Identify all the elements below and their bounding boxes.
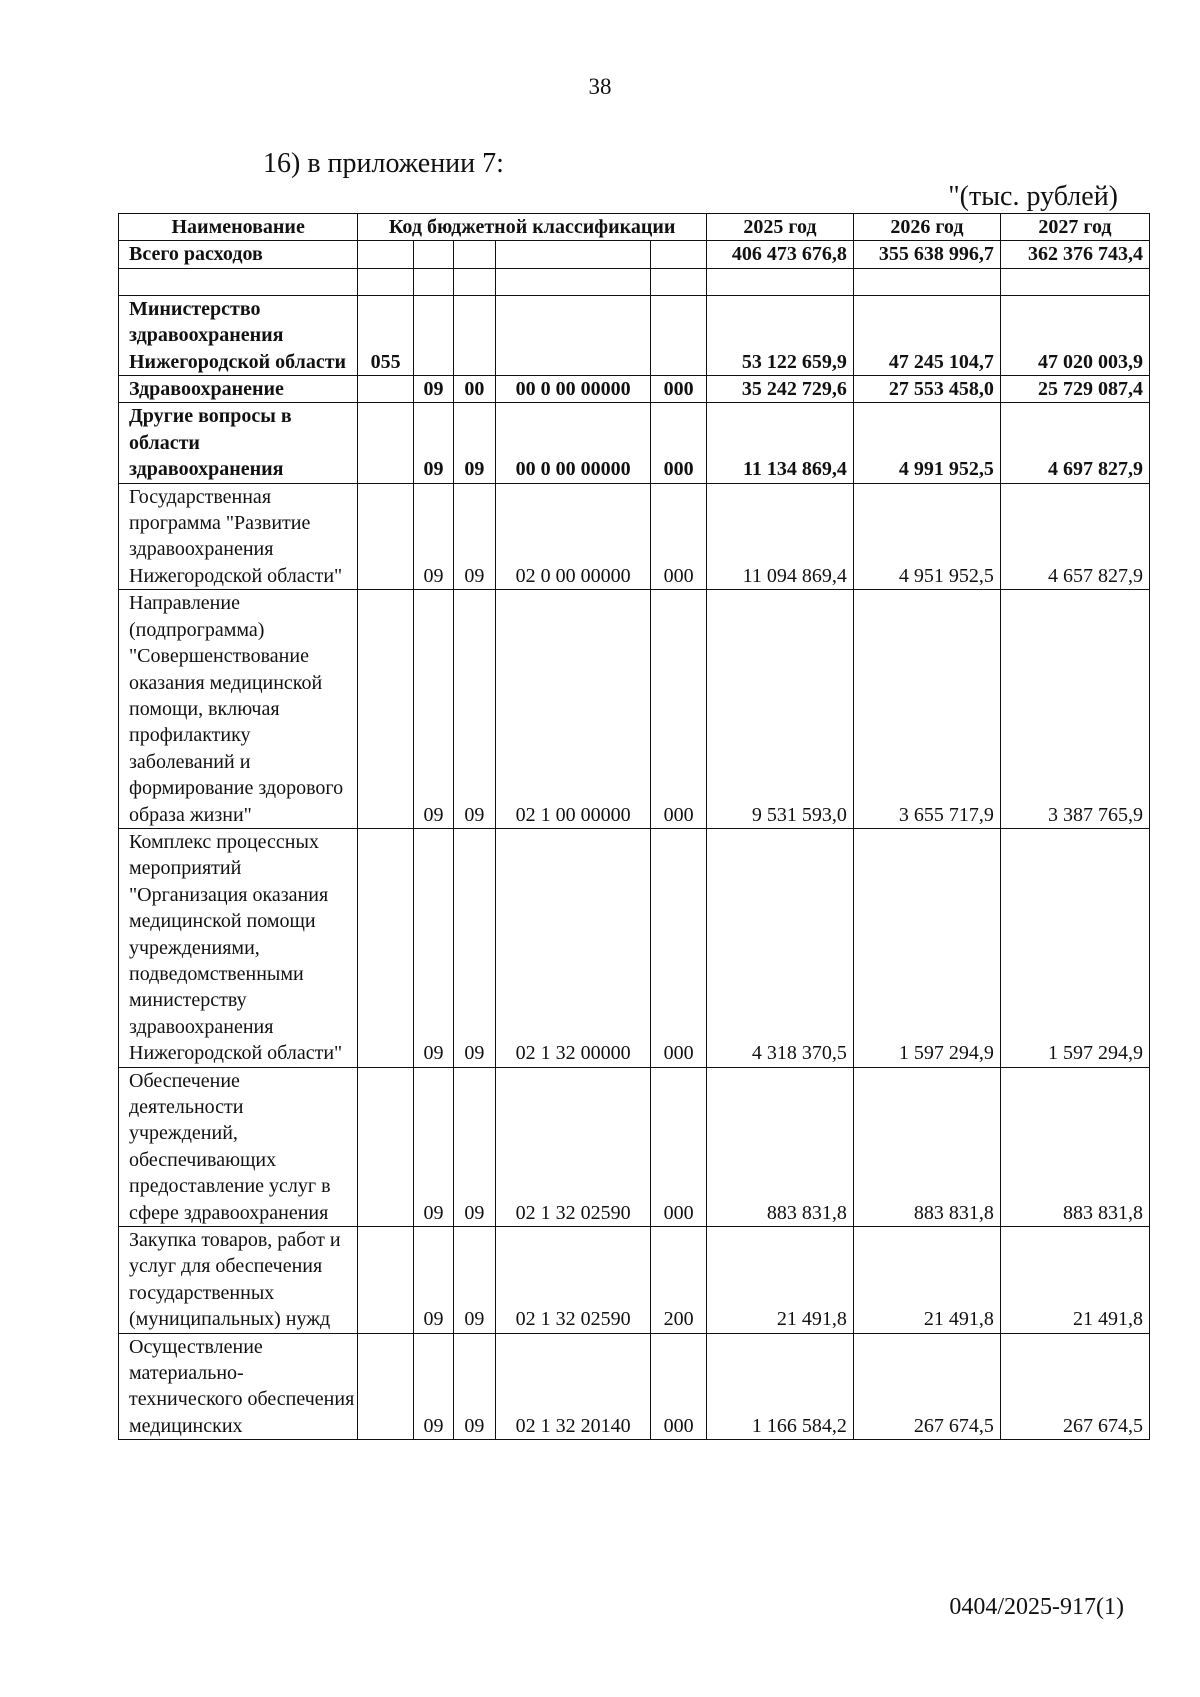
cell-vr: 000: [651, 1067, 707, 1226]
total-2027: 362 376 743,4: [1000, 241, 1149, 268]
cell-2027: 25 729 087,4: [1000, 376, 1149, 403]
cell-name: Обеспечение деятельности учреждений, обеспечивающих предоставление услуг в сфере здравоохранения: [119, 1067, 358, 1226]
cell-rz: [414, 295, 454, 375]
spacer-row: [119, 268, 1150, 295]
cell-2026: 3 655 717,9: [853, 590, 1000, 829]
cell-rz: 09: [414, 403, 454, 483]
cell-name: Министерство здравоохранения Нижегородской области: [119, 295, 358, 375]
cell-2025: 21 491,8: [706, 1227, 853, 1334]
cell-2026: 267 674,5: [853, 1333, 1000, 1440]
cell-csr: 02 1 32 20140: [495, 1333, 650, 1440]
cell-csr: 02 1 32 02590: [495, 1067, 650, 1226]
cell-csr: 00 0 00 00000: [495, 376, 650, 403]
cell-csr: 02 1 00 00000: [495, 590, 650, 829]
cell-vr: 000: [651, 403, 707, 483]
table-row: [119, 1067, 1150, 1226]
cell-2026: 47 245 104,7: [853, 295, 1000, 375]
document-code: 0404/2025-917(1): [949, 1594, 1124, 1620]
cell-vr: 000: [651, 590, 707, 829]
budget-table: [118, 213, 1150, 1440]
cell-csr: 00 0 00 00000: [495, 403, 650, 483]
header-2026: 2026 год: [853, 214, 1000, 241]
cell-vr: 000: [651, 1333, 707, 1440]
total-2026: 355 638 996,7: [853, 241, 1000, 268]
cell-rz: 09: [414, 483, 454, 590]
header-name: Наименование: [119, 214, 358, 241]
cell-name: Комплекс процессных мероприятий "Организация оказания медицинской помощи учреждениями, подведомственными министерству здравоохранения Нижегородской области": [119, 828, 358, 1067]
cell-2026: 4 991 952,5: [853, 403, 1000, 483]
cell-2027: 47 020 003,9: [1000, 295, 1149, 375]
cell-pr: 09: [453, 1333, 495, 1440]
table-header-row: [119, 214, 1150, 241]
cell-2027: 1 597 294,9: [1000, 828, 1149, 1067]
cell-name: Закупка товаров, работ и услуг для обеспечения государственных (муниципальных) нужд: [119, 1227, 358, 1334]
cell-csr: 02 0 00 00000: [495, 483, 650, 590]
cell-2026: 1 597 294,9: [853, 828, 1000, 1067]
cell-2027: 4 657 827,9: [1000, 483, 1149, 590]
cell-ved: [358, 1333, 414, 1440]
cell-pr: 09: [453, 403, 495, 483]
cell-pr: 09: [453, 1067, 495, 1226]
cell-pr: 09: [453, 1227, 495, 1334]
cell-ved: [358, 376, 414, 403]
cell-2026: 21 491,8: [853, 1227, 1000, 1334]
cell-name: Здравоохранение: [119, 376, 358, 403]
cell-2026: 883 831,8: [853, 1067, 1000, 1226]
table-row: [119, 1333, 1150, 1440]
cell-pr: 00: [453, 376, 495, 403]
amendment-intro: 16) в приложении 7:: [263, 148, 504, 179]
cell-name: Государственная программа "Развитие здравоохранения Нижегородской области": [119, 483, 358, 590]
cell-2026: 27 553 458,0: [853, 376, 1000, 403]
header-code: Код бюджетной классификации: [358, 214, 707, 241]
cell-csr: 02 1 32 00000: [495, 828, 650, 1067]
page-number: 38: [588, 74, 612, 99]
cell-2025: 4 318 370,5: [706, 828, 853, 1067]
cell-2027: 4 697 827,9: [1000, 403, 1149, 483]
table-row: [119, 1227, 1150, 1334]
cell-name: Другие вопросы в области здравоохранения: [119, 403, 358, 483]
total-name: Всего расходов: [119, 241, 358, 268]
cell-ved: [358, 1227, 414, 1334]
cell-2025: 53 122 659,9: [706, 295, 853, 375]
cell-rz: 09: [414, 1067, 454, 1226]
header-2027: 2027 год: [1000, 214, 1149, 241]
cell-2025: 1 166 584,2: [706, 1333, 853, 1440]
cell-csr: 02 1 32 02590: [495, 1227, 650, 1334]
cell-2025: 35 242 729,6: [706, 376, 853, 403]
table-row: [119, 376, 1150, 403]
table-row: [119, 295, 1150, 375]
cell-pr: 09: [453, 590, 495, 829]
total-2025: 406 473 676,8: [706, 241, 853, 268]
cell-2025: 11 134 869,4: [706, 403, 853, 483]
cell-2026: 4 951 952,5: [853, 483, 1000, 590]
cell-2027: 267 674,5: [1000, 1333, 1149, 1440]
table-row: [119, 828, 1150, 1067]
cell-rz: 09: [414, 828, 454, 1067]
table-row: [119, 483, 1150, 590]
cell-2027: 883 831,8: [1000, 1067, 1149, 1226]
cell-2025: 11 094 869,4: [706, 483, 853, 590]
header-2025: 2025 год: [706, 214, 853, 241]
cell-ved: [358, 403, 414, 483]
cell-name: Осуществление материально-технического обеспечения медицинских: [119, 1333, 358, 1440]
cell-rz: 09: [414, 1333, 454, 1440]
cell-csr: [495, 295, 650, 375]
cell-vr: 000: [651, 828, 707, 1067]
table-row: [119, 590, 1150, 829]
cell-vr: 200: [651, 1227, 707, 1334]
cell-vr: 000: [651, 376, 707, 403]
cell-rz: 09: [414, 590, 454, 829]
cell-2025: 9 531 593,0: [706, 590, 853, 829]
cell-ved: [358, 828, 414, 1067]
cell-name: Направление (подпрограмма) "Совершенствование оказания медицинской помощи, включая профилактику заболеваний и формирование здорового образа жизни": [119, 590, 358, 829]
cell-2027: 3 387 765,9: [1000, 590, 1149, 829]
table-row: [119, 403, 1150, 483]
cell-vr: 000: [651, 483, 707, 590]
cell-2025: 883 831,8: [706, 1067, 853, 1226]
cell-ved: [358, 483, 414, 590]
units-label: "(тыс. рублей): [948, 181, 1118, 212]
cell-2027: 21 491,8: [1000, 1227, 1149, 1334]
cell-pr: 09: [453, 828, 495, 1067]
cell-vr: [651, 295, 707, 375]
cell-ved: [358, 590, 414, 829]
cell-pr: [453, 295, 495, 375]
cell-ved: [358, 1067, 414, 1226]
cell-rz: 09: [414, 1227, 454, 1334]
total-row: [119, 241, 1150, 268]
cell-rz: 09: [414, 376, 454, 403]
cell-ved: 055: [358, 295, 414, 375]
cell-pr: 09: [453, 483, 495, 590]
